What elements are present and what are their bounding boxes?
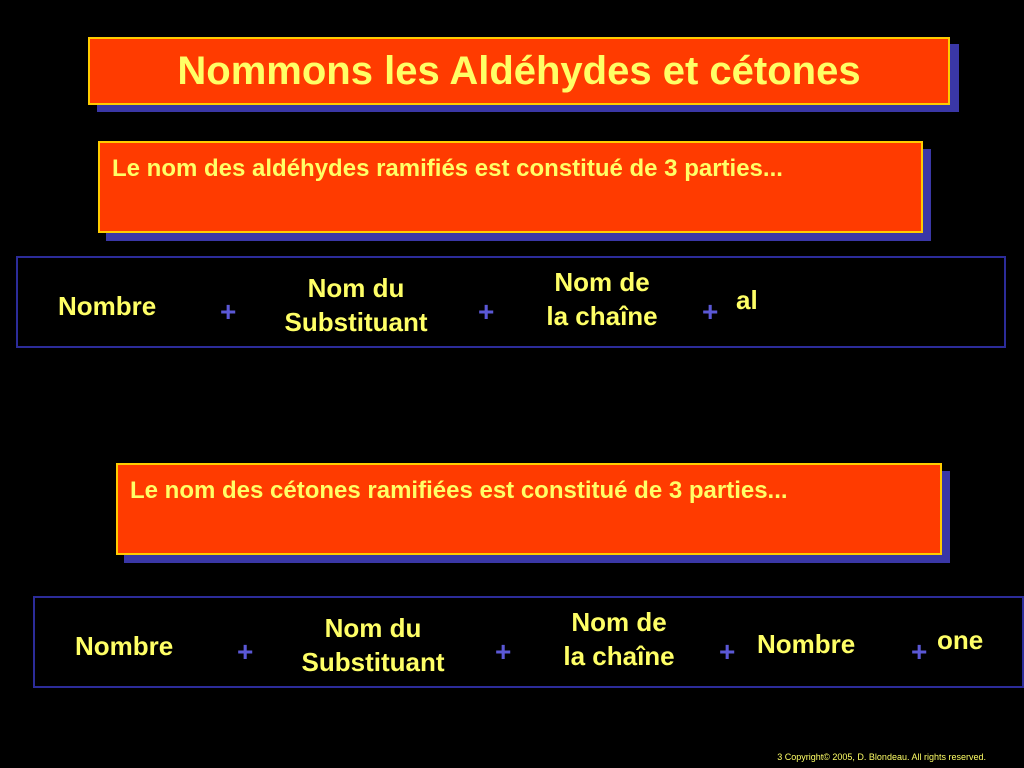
aldehydes-intro-box [98,141,931,241]
cetones-formula-frame [33,596,1024,688]
aldehydes-suffix-al: al [736,285,758,315]
cetones-term-chaine-line2: la chaîne [563,641,675,671]
cetones-plus-2: + [495,636,512,667]
cetones-term-substituant [278,611,468,679]
aldehydes-term-substituant-line2: Substituant [284,307,428,337]
cetones-intro-text: Le nom des cétones ramifiées est constitué de 3 parties... [116,463,942,555]
aldehydes-formula-frame [16,256,1006,348]
cetones-term-nombre-text: Nombre [75,631,174,661]
cetones-plus-1: + [237,636,254,667]
aldehydes-plus-1: + [220,296,237,327]
title-banner [88,37,959,112]
aldehydes-term-substituant [261,271,451,339]
cetones-term-nombre [75,629,173,663]
aldehydes-term-chaine [518,265,686,333]
aldehydes-term-chaine-line1: Nom de [554,267,650,297]
cetones-term-substituant-line2: Substituant [301,647,445,677]
cetones-term-chaine-line1: Nom de [571,607,667,637]
copyright-footer: 3 Copyright© 2005, D. Blondeau. All rights reserved. [777,752,986,762]
aldehydes-plus-3: + [702,296,719,327]
aldehydes-term-substituant-line1: Nom du [307,273,405,303]
cetones-plus-3: + [719,636,736,667]
cetones-intro-box [116,463,950,563]
aldehydes-term-nombre [58,289,156,323]
cetones-term-chaine [535,605,703,673]
aldehydes-term-nombre-text: Nombre [58,291,157,321]
cetones-suffix-one: one [937,625,984,655]
aldehydes-plus-2: + [478,296,495,327]
aldehydes-intro-text: Le nom des aldéhydes ramifiés est constitué de 3 parties... [98,141,923,233]
page-title: Nommons les Aldéhydes et cétones [88,37,950,105]
cetones-term-substituant-line1: Nom du [324,613,422,643]
cetones-term-nombre-2: Nombre [757,629,856,659]
cetones-plus-4: + [911,636,928,667]
aldehydes-term-chaine-line2: la chaîne [546,301,658,331]
